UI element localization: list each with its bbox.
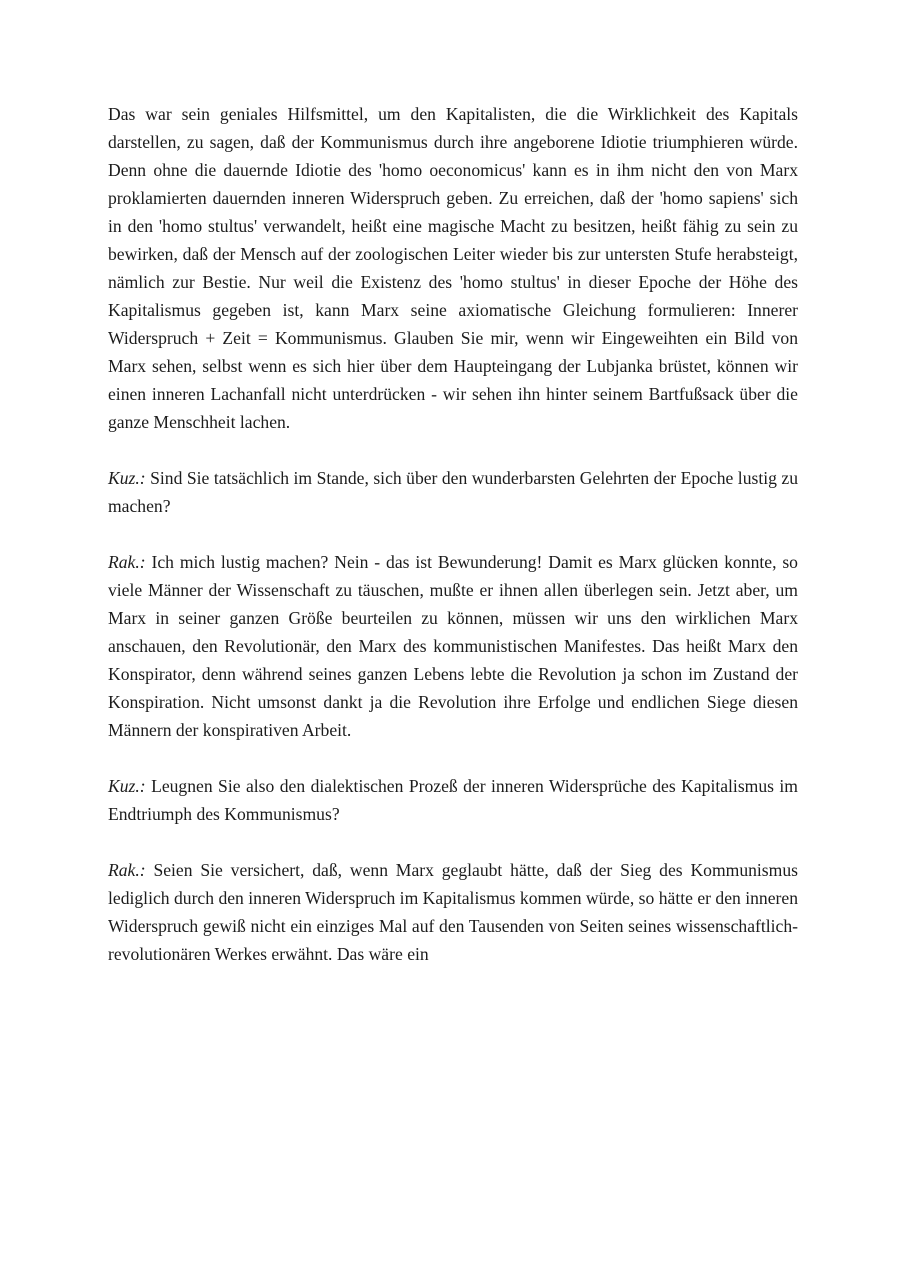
paragraph-text: Das war sein geniales Hilfsmittel, um den Kapitalisten, die die Wirklichkeit des Kapitals darstellen, zu sagen, daß der Kommunismus durch ihre angeborene Idiotie triumphieren würde. Denn ohne die dauernde Idiotie des 'homo oeconomicus' kann es in ihm nicht den von Marx proklamierten dauernden inneren Widerspruch geben. Zu erreichen, daß der 'homo sapiens' sich in den 'homo stultus' verwandelt, heißt eine magische Macht zu besitzen, heißt fähig zu sein zu bewirken, daß der Mensch auf der zoologischen Leiter wieder bis zur untersten Stufe herabsteigt, nämlich zur Bestie. Nur weil die Existenz des 'homo stultus' in dieser Epoche der Höhe des Kapitalismus gegeben ist, kann Marx seine axiomatische Gleichung formulieren: Innerer Widerspruch + Zeit = Kommunismus. Glauben Sie mir, wenn wir Eingeweihten ein Bild von Marx sehen, selbst wenn es sich hier über dem Haupteingang der Lubjanka brüstet, können wir einen inneren Lachanfall nicht unterdrücken - wir sehen ihn hinter seinem Bartfußsack über die ganze Menschheit lachen. [108, 104, 798, 432]
paragraph [108, 100, 798, 436]
paragraph [108, 548, 798, 744]
paragraph-text: Sind Sie tatsächlich im Stande, sich über den wunderbarsten Gelehrten der Epoche lustig zu machen? [108, 468, 798, 516]
text-block [108, 100, 798, 968]
paragraph [108, 856, 798, 968]
speaker-label: Kuz.: [108, 776, 146, 796]
paragraph-text: Leugnen Sie also den dialektischen Prozeß der inneren Widersprüche des Kapitalismus im Endtriumph des Kommunismus? [108, 776, 798, 824]
paragraph [108, 772, 798, 828]
speaker-label: Rak.: [108, 860, 146, 880]
paragraph [108, 464, 798, 520]
speaker-label: Kuz.: [108, 468, 146, 488]
paragraph-text: Ich mich lustig machen? Nein - das ist Bewunderung! Damit es Marx glücken konnte, so viele Männer der Wissenschaft zu täuschen, mußte er ihnen allen überlegen sein. Jetzt aber, um Marx in seiner ganzen Größe beurteilen zu können, müssen wir uns den wirklichen Marx anschauen, den Revolutionär, den Marx des kommunistischen Manifestes. Das heißt Marx den Konspirator, denn während seines ganzen Lebens lebte die Revolution ja schon im Zustand der Konspiration. Nicht umsonst dankt ja die Revolution ihre Erfolge und endlichen Siege diesen Männern der konspirativen Arbeit. [108, 552, 798, 740]
speaker-label: Rak.: [108, 552, 146, 572]
paragraph-text: Seien Sie versichert, daß, wenn Marx geglaubt hätte, daß der Sieg des Kommunismus lediglich durch den inneren Widerspruch im Kapitalismus kommen würde, so hätte er den inneren Widerspruch gewiß nicht ein einziges Mal auf den Tausenden von Seiten seines wissenschaftlich-revolutionären Werkes erwähnt. Das wäre ein [108, 860, 798, 964]
